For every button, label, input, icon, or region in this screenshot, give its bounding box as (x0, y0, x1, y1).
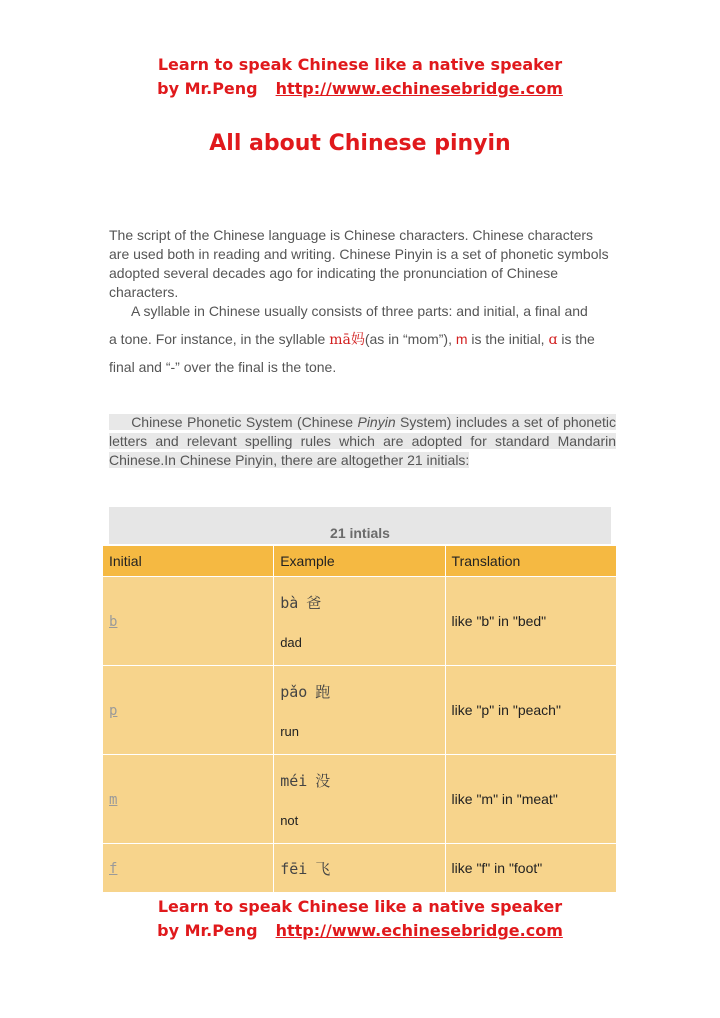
example-english: dad (280, 635, 302, 650)
hanzi-text: 爸 (306, 594, 322, 612)
header-initial: Initial (103, 546, 274, 577)
header-url-link[interactable]: http://www.echinesebridge.com (275, 79, 563, 98)
cell-example (274, 844, 445, 893)
cell-initial (103, 844, 274, 893)
cell-initial (103, 755, 274, 844)
system-text-pinyin: Pinyin (357, 414, 396, 430)
table-header-row (103, 546, 617, 577)
hanzi-text: 没 (315, 772, 331, 790)
table-row (103, 577, 617, 666)
intro-example-text-a: a tone. For instance, in the syllable (109, 331, 330, 347)
initials-table (102, 545, 617, 893)
example-pinyin (280, 858, 438, 879)
initial-link[interactable]: f (109, 860, 118, 877)
system-text-b: System) includes a set of phonetic letters and relevant spelling rules which are adopted for standard Mandarin Chinese.In Chinese Pinyin, there are altogether 21 initials: (109, 414, 617, 468)
cell-translation: like "p" in "peach" (445, 666, 616, 755)
intro-paragraph-1: The script of the Chinese language is Chinese characters. Chinese characters are used both in reading and writing. Chinese Pinyin is a set of phonetic symbols adopted several decades ago for indicating the pronunciation of Chinese characters. (109, 227, 609, 300)
cell-translation: like "f" in "foot" (445, 844, 616, 893)
initial-link[interactable]: m (109, 791, 118, 808)
footer-tagline: Learn to speak Chinese like a native speaker (157, 897, 563, 916)
phonetic-system-paragraph (109, 413, 616, 470)
cell-example (274, 577, 445, 666)
example-english: not (280, 813, 299, 828)
page-title: All about Chinese pinyin (209, 131, 511, 156)
cell-example (274, 666, 445, 755)
table-row (103, 666, 617, 755)
example-pinyin (280, 770, 438, 791)
page-header (0, 53, 720, 101)
header-example: Example (274, 546, 445, 577)
phonetic-system-text (109, 414, 616, 468)
intro-example-line (109, 330, 614, 350)
pinyin-text: bà (280, 594, 299, 612)
header-translation: Translation (445, 546, 616, 577)
example-english: run (280, 724, 299, 739)
header-tagline: Learn to speak Chinese like a native speaker (157, 55, 563, 74)
initial-link[interactable]: b (109, 613, 118, 630)
pinyin-text: pǎo (280, 683, 308, 701)
example-pinyin (280, 681, 438, 702)
footer-url-link[interactable]: http://www.echinesebridge.com (275, 921, 563, 940)
cell-initial (103, 577, 274, 666)
table-caption-text: 21 intials (330, 525, 390, 541)
intro-example-text-d: is the (557, 331, 595, 347)
table-caption (109, 507, 611, 544)
example-pinyin (280, 592, 438, 613)
intro-paragraph-4: final and “-” over the final is the tone. (109, 359, 337, 375)
cell-translation: like "b" in "bed" (445, 577, 616, 666)
intro-example-initial: m (455, 331, 468, 347)
cell-example (274, 755, 445, 844)
header-byline (0, 77, 720, 101)
hanzi-text: 飞 (315, 859, 331, 878)
intro-section (109, 226, 614, 377)
initial-link[interactable]: p (109, 702, 118, 719)
header-author: by Mr.Peng (157, 79, 258, 98)
pinyin-text: méi (280, 772, 308, 790)
footer-byline (0, 919, 720, 943)
intro-example-text-c: is the initial, (467, 331, 549, 347)
intro-example-final: ɑ (548, 332, 558, 348)
table-row (103, 755, 617, 844)
intro-example-text-b: (as in “mom”), (364, 331, 456, 347)
cell-translation: like "m" in "meat" (445, 755, 616, 844)
intro-example-syllable: mā妈 (329, 332, 365, 348)
footer-author: by Mr.Peng (157, 921, 258, 940)
intro-paragraph-2: A syllable in Chinese usually consists of three parts: and initial, a final and (131, 303, 588, 319)
system-text-a: Chinese Phonetic System (Chinese (131, 414, 358, 430)
page-footer (0, 895, 720, 943)
table-row (103, 844, 617, 893)
hanzi-text: 跑 (315, 683, 331, 701)
pinyin-text: fēi (280, 859, 308, 878)
cell-initial (103, 666, 274, 755)
